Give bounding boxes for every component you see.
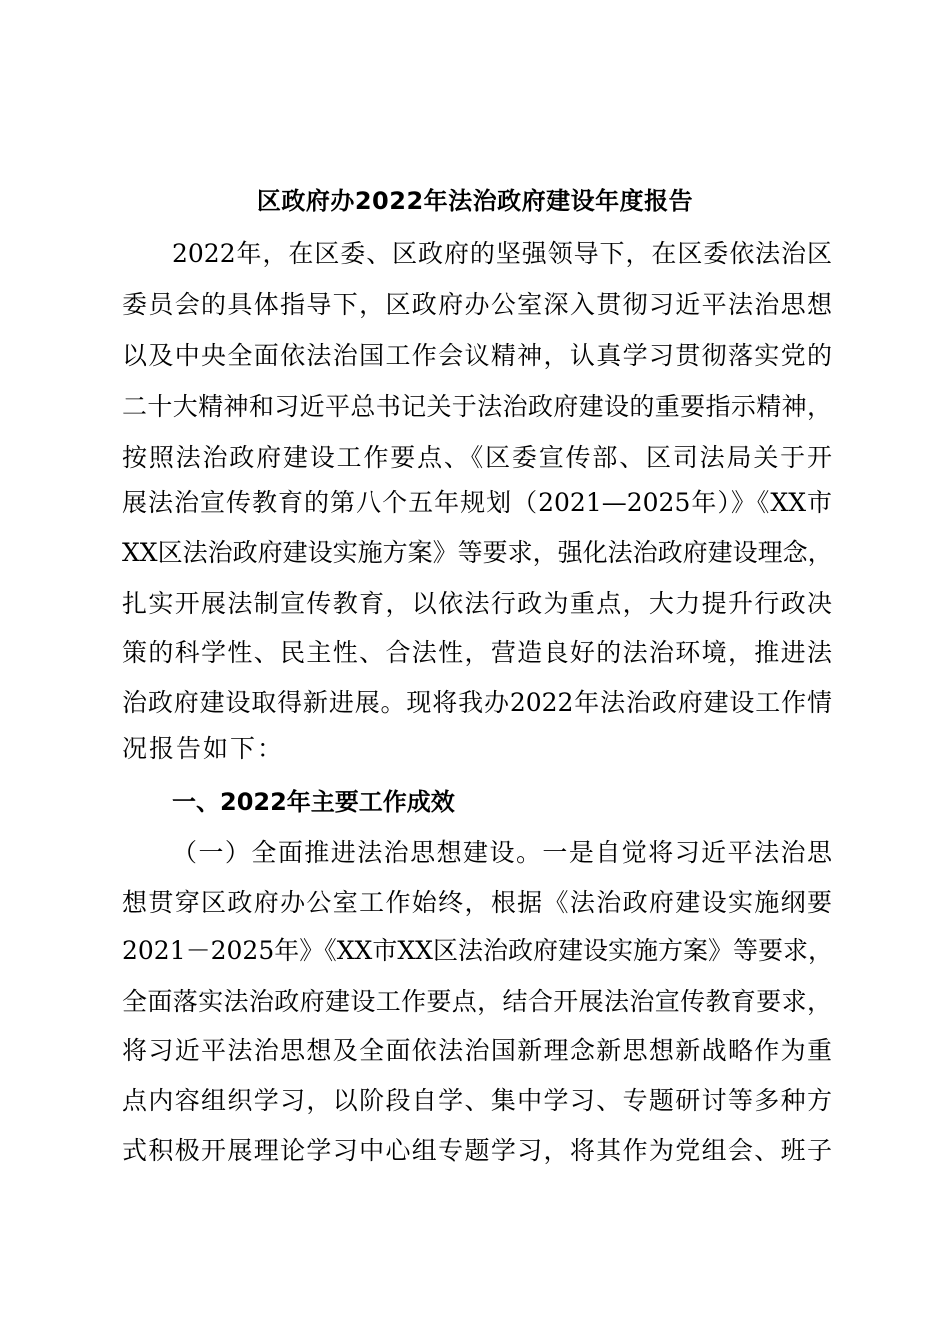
body-line: 2021－2025年》《XX市XX区法治政府建设实施方案》等要求， — [122, 936, 833, 965]
intro-line: 委员会的具体指导下，区政府办公室深入贯彻习近平法治思想 — [122, 290, 832, 319]
intro-line: 展法治宣传教育的第八个五年规划（2021—2025年）》《XX市 — [122, 488, 832, 517]
intro-line: 2022年，在区委、区政府的坚强领导下，在区委依法治区 — [172, 239, 832, 268]
body-line: 式积极开展理论学习中心组专题学习，将其作为党组会、班子 — [122, 1136, 832, 1165]
intro-line: 治政府建设取得新进展。现将我办2022年法治政府建设工作情 — [122, 688, 832, 717]
body-line: 将习近平法治思想及全面依法治国新理念新思想新战略作为重 — [122, 1036, 832, 1065]
body-line: 点内容组织学习，以阶段自学、集中学习、专题研讨等多种方 — [122, 1086, 832, 1115]
body-line: （一）全面推进法治思想建设。一是自觉将习近平法治思 — [172, 838, 832, 867]
intro-line: 况报告如下： — [122, 734, 285, 763]
document-title: 区政府办2022年法治政府建设年度报告 — [256, 187, 694, 215]
intro-line: 扎实开展法制宣传教育，以依法行政为重点，大力提升行政决 — [122, 589, 832, 618]
body-line: 想贯穿区政府办公室工作始终，根据《法治政府建设实施纲要 — [122, 888, 832, 917]
intro-line: 以及中央全面依法治国工作会议精神，认真学习贯彻落实党的 — [122, 341, 832, 370]
intro-line: 策的科学性、民主性、合法性，营造良好的法治环境，推进法 — [122, 638, 832, 667]
intro-line: 二十大精神和习近平总书记关于法治政府建设的重要指示精神， — [122, 392, 832, 421]
body-line: 全面落实法治政府建设工作要点，结合开展法治宣传教育要求， — [122, 987, 832, 1016]
section-heading: 一、2022年主要工作成效 — [172, 788, 455, 816]
intro-line: XX区法治政府建设实施方案》等要求，强化法治政府建设理念， — [122, 538, 833, 567]
intro-line: 按照法治政府建设工作要点、《区委宣传部、区司法局关于开 — [122, 443, 832, 472]
